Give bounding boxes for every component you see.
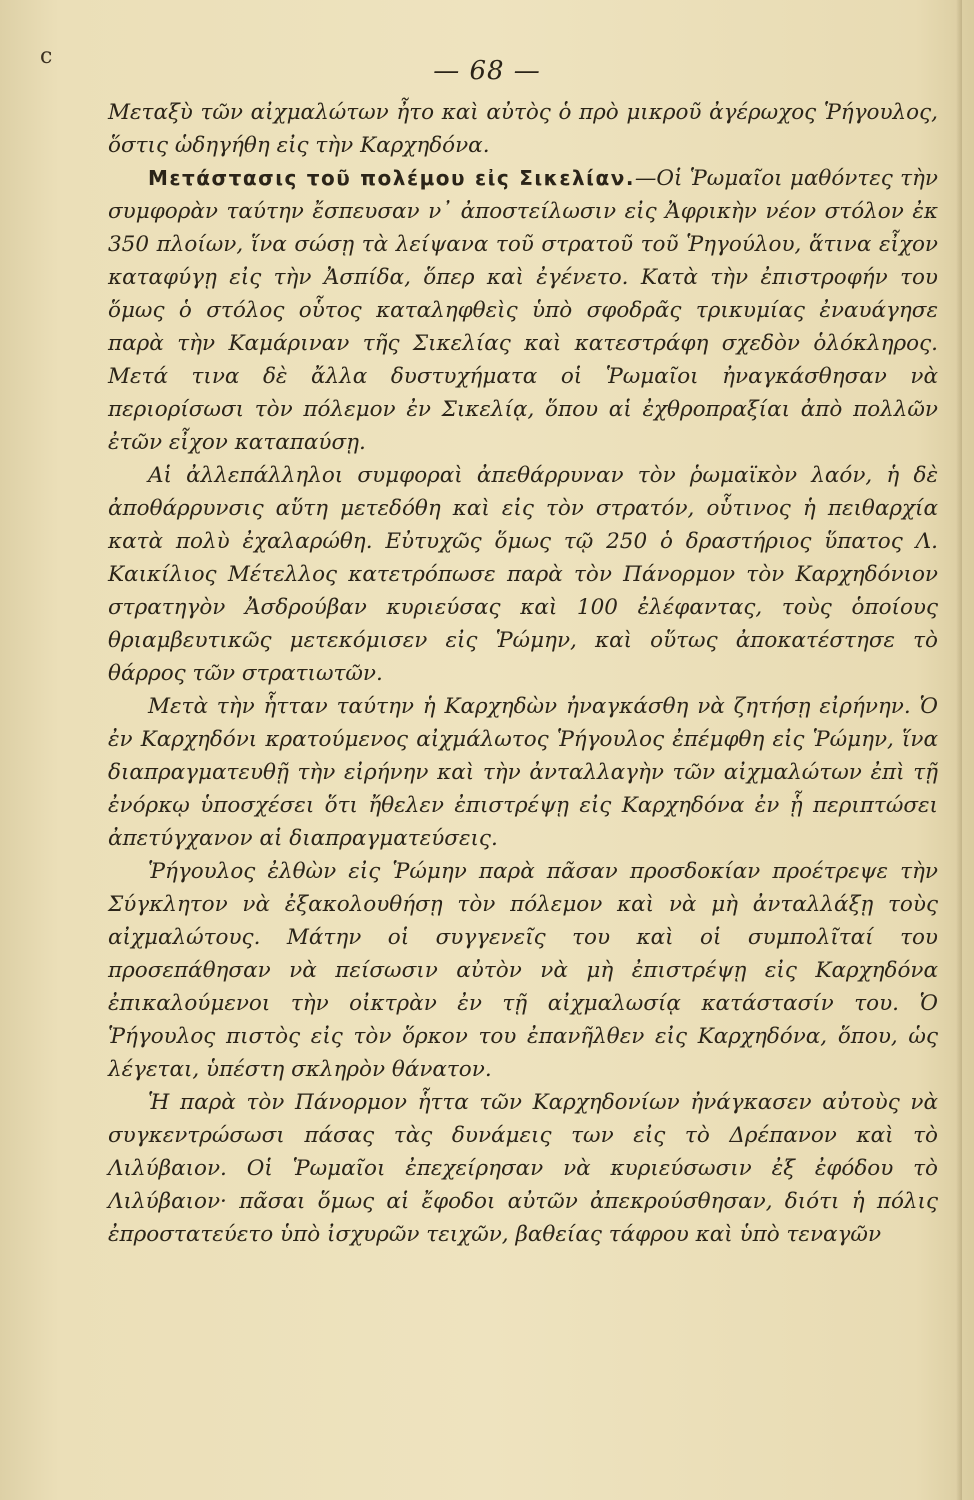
corner-mark: c <box>40 44 53 69</box>
page-number: — 68 — <box>433 56 541 86</box>
page-edge-shadow <box>956 0 962 1500</box>
paragraph-6-text: Ἡ παρὰ τὸν Πάνορμον ἧττα τῶν Καρχηδονίων ἠνάγκασεν αὐτοὺς νὰ συγκεντρώσωσι πάσας τὰς δυνάμεις των εἰς τὸ Δρέπανον καὶ τὸ Λιλύβαιον. Οἱ Ῥωμαῖοι ἐπεχείρησαν νὰ κυριεύσωσιν ἐξ ἐφόδου τὸ Λιλύβαιον· πᾶσαι ὅμως αἱ ἔφοδοι αὐτῶν ἀπεκρούσθησαν, διότι ἡ πόλις ἐπροστατεύετο ὑπὸ ἰσχυρῶν τειχῶν, βαθείας τάφρου καὶ ὑπὸ τεναγῶν <box>108 1090 938 1247</box>
paragraph-6 <box>108 1086 938 1251</box>
paragraph-2 <box>108 162 938 459</box>
paragraph-3 <box>108 459 938 690</box>
paragraph-2-text: —Οἱ Ῥωμαῖοι μαθόντες τὴν συμφορὰν ταύτην ἔσπευσαν ν᾽ ἀποστείλωσιν εἰς Ἀφρικὴν νέον στόλον ἐκ 350 πλοίων, ἵνα σώσῃ τὰ λείψανα τοῦ στρατοῦ τοῦ Ῥηγούλου, ἅτινα εἶχον καταφύγῃ εἰς τὴν Ἀσπίδα, ὅπερ καὶ ἐγένετο. Κατὰ τὴν ἐπιστροφήν του ὅμως ὁ στόλος οὗτος καταληφθεὶς ὑπὸ σφοδρᾶς τρικυμίας ἐναυάγησε παρὰ τὴν Καμάριναν τῆς Σικελίας καὶ κατεστράφη σχεδὸν ὁλόκληρος. Μετά τινα δὲ ἄλλα δυστυχήματα οἱ Ῥωμαῖοι ἠναγκάσθησαν νὰ περιορίσωσι τὸν πόλεμον ἐν Σικελίᾳ, ὅπου αἱ ἐχθροπραξίαι ἀπὸ πολλῶν ἐτῶν εἶχον καταπαύσῃ. <box>108 166 938 455</box>
paragraph-5-text: Ῥήγουλος ἐλθὼν εἰς Ῥώμην παρὰ πᾶσαν προσδοκίαν προέτρεψε τὴν Σύγκλητον νὰ ἐξακολουθήσῃ τὸν πόλεμον καὶ νὰ μὴ ἀνταλλάξῃ τοὺς αἰχμαλώτους. Μάτην οἱ συγγενεῖς του καὶ οἱ συμπολῖταί του προσεπάθησαν νὰ πείσωσιν αὐτὸν νὰ μὴ ἐπιστρέψῃ εἰς Καρχηδόνα ἐπικαλούμενοι τὴν οἰκτρὰν ἐν τῇ αἰχμαλωσίᾳ κατάστασίν του. Ὁ Ῥήγουλος πιστὸς εἰς τὸν ὅρκον του ἐπανῆλθεν εἰς Καρχηδόνα, ὅπου, ὡς λέγεται, ὑπέστη σκληρὸν θάνατον. <box>108 859 938 1082</box>
paragraph-3-text: Αἱ ἀλλεπάλληλοι συμφοραὶ ἀπεθάρρυναν τὸν ῥωμαϊκὸν λαόν, ἡ δὲ ἀποθάρρυνσις αὕτη μετεδόθη καὶ εἰς τὸν στρατόν, οὗτινος ἡ πειθαρχία κατὰ πολὺ ἐχαλαρώθη. Εὐτυχῶς ὅμως τῷ 250 ὁ δραστήριος ὕπατος Λ. Καικίλιος Μέτελλος κατετρόπωσε παρὰ τὸν Πάνορμον τὸν Καρχηδόνιον στρατηγὸν Ἀσδρούβαν κυριεύσας καὶ 100 ἐλέφαντας, τοὺς ὁποίους θριαμβευτικῶς μετεκόμισεν εἰς Ῥώμην, καὶ οὕτως ἀποκατέστησε τὸ θάρρος τῶν στρατιωτῶν. <box>108 463 938 686</box>
section-heading: Μετάστασις τοῦ πολέμου εἰς Σικελίαν. <box>148 166 635 190</box>
paragraph-1 <box>108 96 938 162</box>
paragraph-4 <box>108 690 938 855</box>
body-text <box>108 96 938 1251</box>
paragraph-5 <box>108 855 938 1086</box>
paragraph-1-text: Μεταξὺ τῶν αἰχμαλώτων ἦτο καὶ αὐτὸς ὁ πρὸ μικροῦ ἀγέρωχος Ῥήγουλος, ὅστις ὡδηγήθη εἰς τὴν Καρχηδόνα. <box>108 100 938 158</box>
paragraph-4-text: Μετὰ τὴν ἧτταν ταύτην ἡ Καρχηδὼν ἠναγκάσθη νὰ ζητήσῃ εἰρήνην. Ὁ ἐν Καρχηδόνι κρατούμενος αἰχμάλωτος Ῥήγουλος ἐπέμφθη εἰς Ῥώμην, ἵνα διαπραγματευθῇ τὴν εἰρήνην καὶ τὴν ἀνταλλαγὴν τῶν αἰχμαλώτων ἐπὶ τῇ ἐνόρκῳ ὑποσχέσει ὅτι ἤθελεν ἐπιστρέψῃ εἰς Καρχηδόνα ἐν ᾗ περιπτώσει ἀπετύγχανον αἱ διαπραγματεύσεις. <box>108 694 938 851</box>
